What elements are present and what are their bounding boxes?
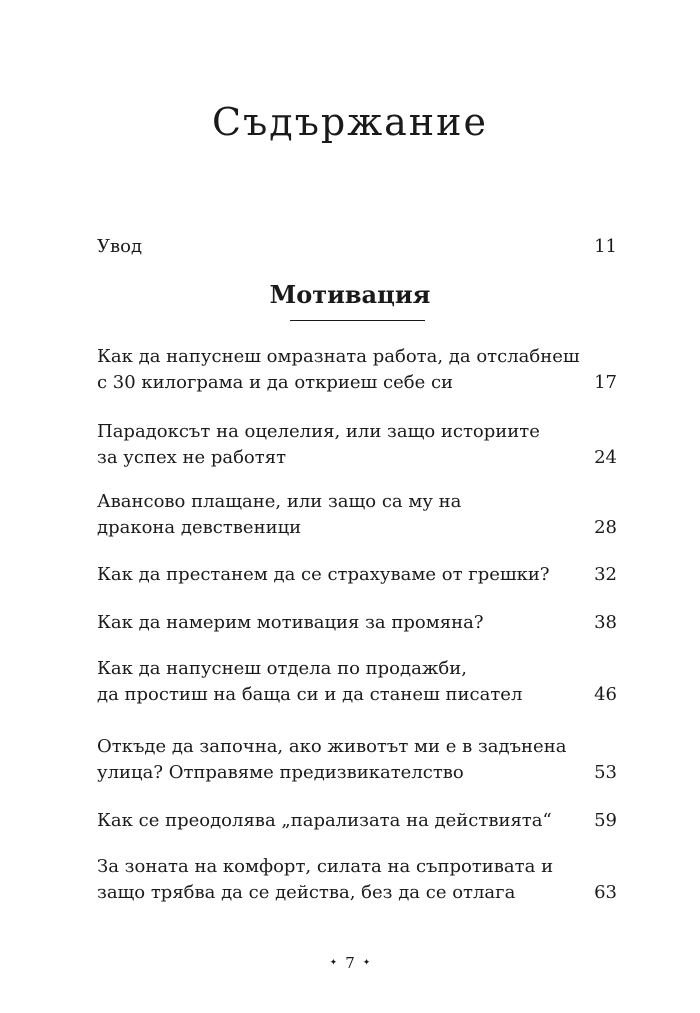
toc-entry [97, 344, 617, 396]
entry-page-number: 24 [594, 447, 617, 468]
toc-entry [97, 489, 617, 541]
entry-page-number: 38 [594, 612, 617, 633]
entry-title: Увод [97, 236, 143, 257]
toc-entry [97, 656, 617, 708]
entry-title [97, 610, 552, 636]
toc-entry [97, 562, 617, 588]
toc-entry [97, 610, 617, 636]
entry-title-line: Авансово плащане, или защо са му на [97, 491, 462, 512]
entry-page-number: 46 [594, 684, 617, 705]
entry-title-line: защо трябва да се действа, без да се отлага [97, 882, 516, 903]
page-footer [0, 954, 700, 972]
entry-title-line: Как да напуснеш омразната работа, да отслабнеш [97, 346, 580, 367]
entry-title-line: За зоната на комфорт, силата на съпротивата и [97, 856, 554, 877]
entry-title-line: да простиш на баща си и да станеш писател [97, 684, 523, 705]
entry-title-line: дракона девственици [97, 517, 302, 538]
section-divider [290, 320, 425, 321]
entry-title-line: Как се преодолява „парализата на действията“ [97, 810, 552, 831]
entry-title [97, 734, 567, 786]
toc-entry [97, 808, 617, 834]
entry-page-number: 53 [594, 762, 617, 783]
entry-title [97, 656, 552, 708]
page-number: 7 [345, 954, 355, 972]
section-heading: Мотивация [269, 280, 431, 309]
entry-page-number: 28 [594, 517, 617, 538]
entry-title-line: с 30 килограма и да откриеш себе си [97, 372, 454, 393]
entry-title-line: Как да намерим мотивация за промяна? [97, 612, 484, 633]
entry-page-number: 11 [594, 236, 617, 257]
ornament-left-icon: ✦ [329, 957, 338, 968]
toc-entry [97, 854, 617, 906]
entry-title-line: за успех не работят [97, 447, 287, 468]
entry-page-number: 17 [594, 372, 617, 393]
entry-title-line: Как да престанем да се страхуваме от грешки? [97, 564, 550, 585]
entry-page-number: 63 [594, 882, 617, 903]
toc-entry [97, 734, 617, 786]
entry-title [97, 854, 552, 906]
entry-title [97, 808, 552, 834]
entry-title-line: Парадоксът на оцелелия, или защо историите [97, 421, 540, 442]
ornament-right-icon: ✦ [362, 957, 371, 968]
entry-title-line: Как да напуснеш отдела по продажби, [97, 658, 467, 679]
page-title: Съдържание [212, 100, 488, 144]
entry-title [97, 344, 580, 396]
entry-page-number: 59 [594, 810, 617, 831]
entry-title-line: улица? Отправяме предизвикателство [97, 762, 464, 783]
entry-title [97, 562, 552, 588]
toc-entry [97, 419, 617, 471]
toc-entry-intro [97, 236, 617, 257]
entry-title-line: Откъде да започна, ако животът ми е в задънена [97, 736, 567, 757]
entry-page-number: 32 [594, 564, 617, 585]
entry-title [97, 419, 552, 471]
entry-title [97, 489, 552, 541]
